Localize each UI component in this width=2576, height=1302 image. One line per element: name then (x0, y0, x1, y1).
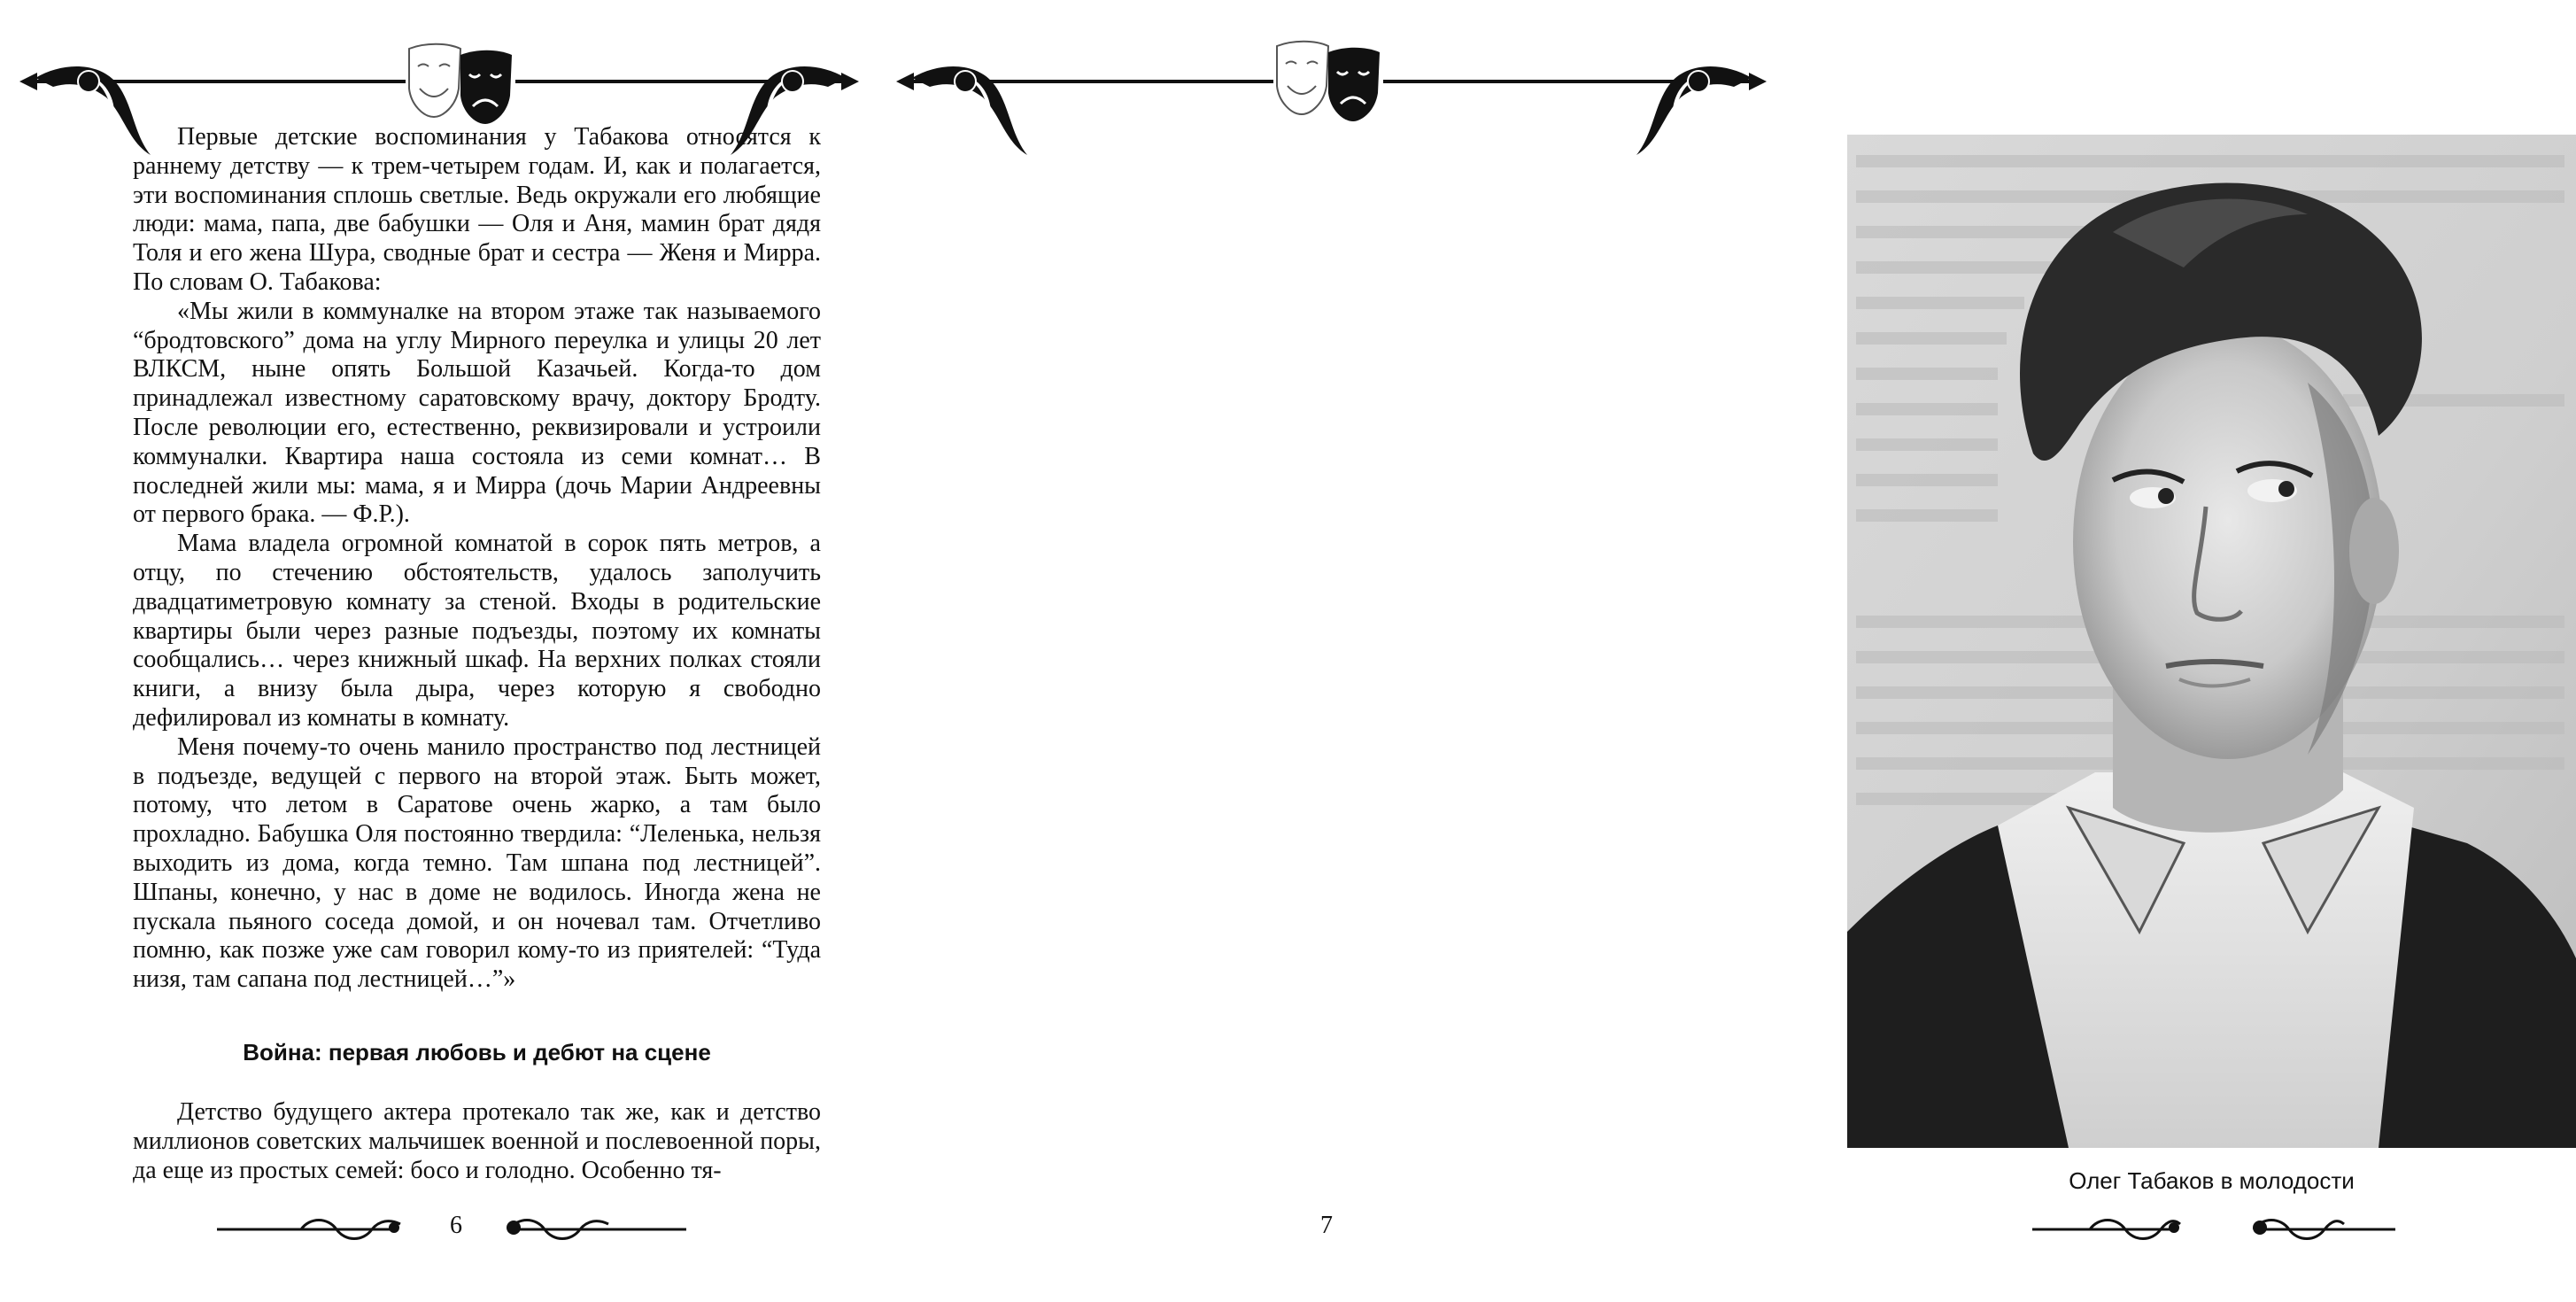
curtain-right-icon (1636, 66, 1767, 155)
paragraph-5: Детство будущего актера протекало так же, как и детство миллионов советских мальчишек военной и послевоенной поры, да еще из простых семей: босо и голодно. Особенно тя- (133, 1097, 821, 1184)
page-number-left: 6 (450, 1212, 462, 1239)
portrait-photo (1847, 135, 2576, 1148)
paragraph-2-quote: «Мы жили в коммуналке на втором этаже так называемого “бродтовского” дома на углу Мирного переулка и улицы 20 лет ВЛКСМ, ныне опять Большой Казачьей. Когда-то дом принадлежал известному саратовскому врачу, доктору Бродту. После революции его, естественно, реквизировали и устроили коммуналки. Квартира наша состояла из семи комнат… В последней жили мы: мама, я и Мирра (дочь Марии Андреевны от первого брака. — Ф.Р.). (133, 297, 821, 529)
paragraph-3: Мама владела огромной комнатой в сорок пять метров, а отцу, по стечению обстоятельств, удалось заполучить двадцатиметровую комнату за стеной. Входы в родительские квартиры были через разные подъезды, поэтому их комнаты сообщались… через книжный шкаф. На верхних полках стояли книги, а внизу была дыра, через которую я свободно дефилировал из комнаты в комнату. (133, 530, 821, 732)
photo-caption: Олег Табаков в молодости (2069, 1167, 2355, 1194)
curtain-left-icon (19, 66, 151, 155)
left-body-text (133, 123, 821, 1185)
left-page (0, 0, 886, 1302)
right-header-ornament (886, 0, 1771, 168)
page-number-right: 7 (1320, 1212, 1333, 1239)
right-footer-ornament (2028, 1212, 2400, 1247)
paragraph-1: Первые детские воспоминания у Табакова относятся к раннему детству — к трем-четырем годам. И, как и полагается, эти воспоминания сплошь светлые. Ведь окружали его любящие люди: мама, папа, две бабушки — Оля и Аня, мамин брат дядя Толя и его жена Шура, сводные брат и сестра — Женя и Мирра. По словам О. Табакова: (133, 123, 821, 296)
theatre-masks-icon (1273, 42, 1383, 121)
section-heading: Война: первая любовь и дебют на сцене (243, 1038, 711, 1066)
curtain-left-icon (896, 66, 1027, 155)
right-page (886, 0, 2355, 1302)
paragraph-4: Меня почему-то очень манило пространство под лестницей в подъезде, ведущей с первого на второй этаж. Быть может, потому, что летом в Саратове очень жарко, а там было прохладно. Бабушка Оля постоянно твердила: “Леленька, нельзя выходить из дома, когда темно. Там шпана под лестницей”. Шпаны, конечно, у нас в доме не водилось. Иногда жена не пускала пьяного соседа домой, и он ночевал там. Отчетливо помню, как позже уже сам говорил кому-то из приятелей: “Туда низя, там сапана под лестницей…”» (133, 732, 821, 994)
theatre-masks-icon (406, 44, 515, 124)
